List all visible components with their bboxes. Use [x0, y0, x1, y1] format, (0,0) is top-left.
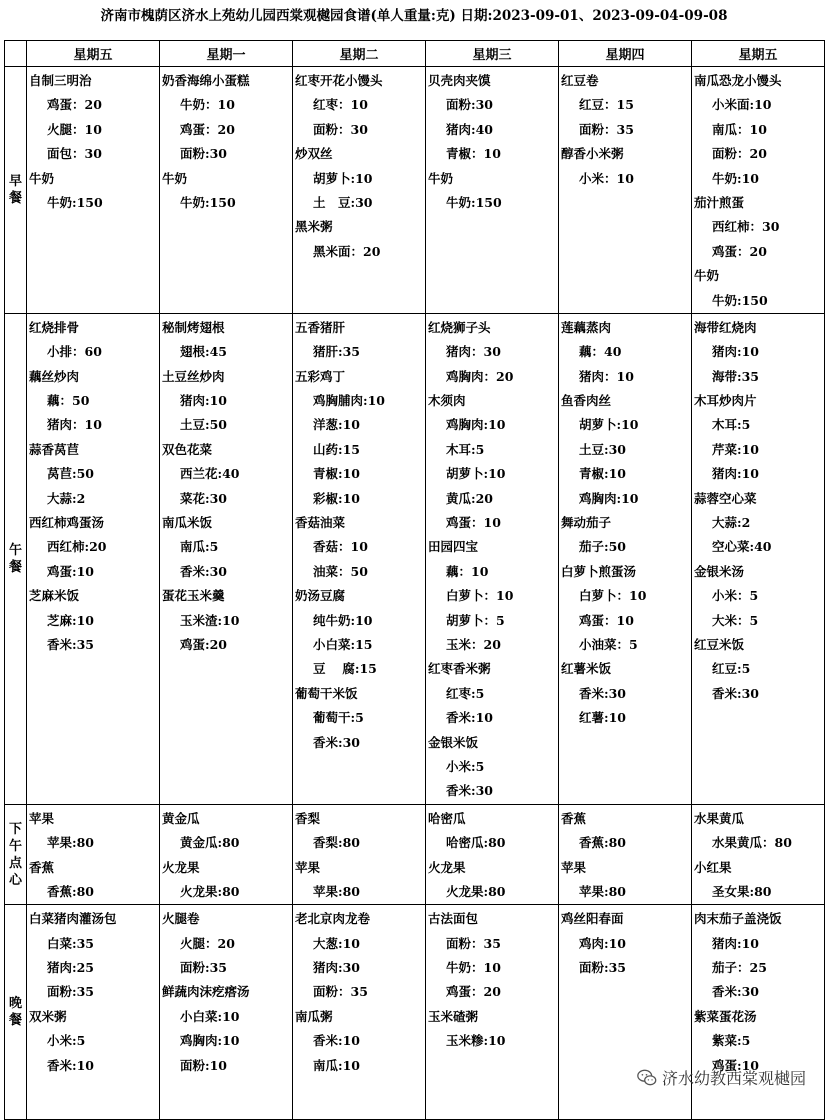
ingredient: 香米:30: [446, 783, 494, 799]
meal-label-char: 早: [8, 173, 22, 189]
ingredient: 鸡蛋：20: [712, 243, 767, 259]
dish-name: 蒜蓉空心菜: [694, 490, 757, 506]
ingredient: 小白菜:15: [313, 636, 373, 652]
menu-cell-content: [27, 67, 159, 215]
ingredient: 面包：30: [47, 146, 102, 162]
ingredient: 小油菜：5: [579, 636, 638, 652]
dish-name: 田园四宝: [428, 539, 479, 555]
dish-name: 五香猪肝: [295, 319, 346, 335]
dish-name: 黑米粥: [295, 219, 333, 235]
day-header: 星期二: [293, 41, 426, 67]
ingredient: 红薯:10: [579, 710, 627, 726]
ingredient: 大蒜:2: [712, 515, 751, 531]
ingredient: 鸡胸肉:10: [446, 417, 506, 433]
menu-table: [4, 40, 825, 1120]
ingredient: 猪肉:25: [47, 960, 95, 976]
ingredient: 山药:15: [313, 441, 361, 457]
ingredient: 土 豆:30: [313, 194, 373, 210]
ingredient: 香菇：10: [313, 539, 368, 555]
ingredient: 土豆:50: [180, 417, 228, 433]
meal-row-snack: [5, 804, 825, 905]
ingredient: 火腿：20: [180, 935, 235, 951]
ingredient: 火龙果:80: [446, 883, 506, 899]
ingredient: 香蕉:80: [579, 835, 627, 851]
ingredient: 翅根:45: [180, 344, 228, 360]
menu-cell-content: [293, 67, 425, 264]
ingredient: 南瓜:10: [313, 1057, 361, 1073]
ingredient: 藕：40: [579, 344, 622, 360]
dish-name: 舞动茄子: [561, 515, 612, 531]
ingredient: 鸡肉:10: [579, 935, 627, 951]
ingredient: 油菜：50: [313, 563, 368, 579]
ingredient: 鸡蛋:20: [180, 636, 228, 652]
meal-label-char: 餐: [8, 559, 22, 575]
meal-label-char: 午: [8, 542, 22, 558]
menu-cell-content: [426, 314, 558, 804]
ingredient: 香米:30: [712, 685, 760, 701]
dish-name: 鱼香肉丝: [561, 393, 612, 409]
menu-cell: [160, 313, 293, 804]
ingredient: 牛奶：10: [180, 97, 235, 113]
ingredient: 茄子:50: [579, 539, 627, 555]
dish-name: 红薯米饭: [561, 661, 612, 677]
ingredient: 哈密瓜:80: [446, 835, 506, 851]
dish-name: 白萝卜煎蛋汤: [561, 563, 637, 579]
ingredient: 小米:5: [446, 758, 485, 774]
menu-cell-content: [559, 805, 691, 905]
ingredient: 香米:10: [47, 1057, 95, 1073]
ingredient: 牛奶：10: [446, 960, 501, 976]
menu-cell-content: [426, 67, 558, 215]
ingredient: 黑米面：20: [313, 243, 381, 259]
ingredient: 圣女果:80: [712, 883, 772, 899]
dish-name: 红枣开花小馒头: [295, 73, 383, 88]
dish-name: 金银米饭: [428, 734, 479, 750]
ingredient: 面粉：30: [313, 121, 368, 137]
menu-cell: [293, 67, 426, 314]
dish-name: 葡萄干米饭: [295, 685, 358, 701]
ingredient: 鸡胸脯肉:10: [313, 393, 386, 409]
dish-name: 香蕉: [29, 859, 55, 875]
ingredient: 面粉:35: [180, 960, 228, 976]
corner-cell: [5, 41, 27, 67]
ingredient: 白萝卜：10: [446, 588, 514, 604]
meal-label: [5, 804, 27, 905]
ingredient: 芹菜:10: [712, 441, 760, 457]
ingredient: 红枣:5: [446, 685, 485, 701]
ingredient: 木耳:5: [712, 417, 751, 433]
dish-name: 火龙果: [162, 859, 200, 875]
ingredient: 牛奶:150: [446, 194, 502, 210]
ingredient: 鸡胸肉:10: [180, 1033, 240, 1049]
ingredient: 水果黄瓜：80: [712, 835, 792, 851]
ingredient: 胡萝卜:10: [313, 170, 373, 186]
dish-name: 木须肉: [428, 393, 466, 409]
ingredient: 香米:30: [579, 685, 627, 701]
menu-cell-content: [160, 905, 292, 1078]
ingredient: 面粉:35: [47, 984, 95, 1000]
menu-cell-content: [160, 314, 292, 657]
menu-cell: [426, 804, 559, 905]
menu-cell-content: [27, 905, 159, 1078]
watermark: [636, 1066, 806, 1089]
ingredient: 猪肉:10: [712, 935, 760, 951]
menu-cell: [160, 804, 293, 905]
ingredient: 小米：10: [579, 170, 634, 186]
menu-cell: [692, 67, 825, 314]
dish-name: 苹果: [561, 859, 587, 875]
meal-label-char: 下: [8, 821, 22, 837]
dish-name: 蒜香莴苣: [29, 441, 80, 457]
dish-name: 五彩鸡丁: [295, 368, 346, 384]
dish-name: 火龙果: [428, 859, 466, 875]
ingredient: 面粉:30: [446, 97, 494, 113]
day-header: 星期五: [692, 41, 825, 67]
menu-cell-content: [692, 67, 824, 313]
dish-name: 莲藕蒸肉: [561, 319, 612, 335]
ingredient: 藕：50: [47, 393, 90, 409]
meal-label: [5, 67, 27, 314]
dish-name: 金银米汤: [694, 563, 745, 579]
dish-name: 双色花菜: [162, 441, 213, 457]
ingredient: 火腿：10: [47, 121, 102, 137]
menu-cell: [293, 905, 426, 1120]
dish-name: 奶香海绵小蛋糕: [162, 73, 250, 88]
day-header: 星期三: [426, 41, 559, 67]
ingredient: 香米:10: [313, 1033, 361, 1049]
ingredient: 鸡胸肉：20: [446, 368, 514, 384]
ingredient: 西兰花:40: [180, 466, 240, 482]
ingredient: 青椒:10: [313, 466, 361, 482]
ingredient: 藕：10: [446, 563, 489, 579]
menu-cell: [559, 67, 692, 314]
ingredient: 茄子：25: [712, 960, 767, 976]
dish-name: 茄汁煎蛋: [694, 194, 745, 210]
dish-name: 红豆米饭: [694, 636, 745, 652]
ingredient: 葡萄干:5: [313, 710, 364, 726]
dish-name: 苹果: [29, 810, 55, 826]
dish-name: 香菇油菜: [295, 515, 346, 531]
menu-cell: [27, 67, 160, 314]
ingredient: 黄瓜:20: [446, 490, 494, 506]
meal-label-char: 点: [8, 855, 22, 871]
ingredient: 彩椒:10: [313, 490, 361, 506]
meal-label-char: 餐: [8, 190, 22, 206]
dish-name: 火腿卷: [162, 911, 200, 927]
dish-name: 奶汤豆腐: [295, 588, 346, 604]
ingredient: 鸡蛋：10: [446, 515, 501, 531]
dish-name: 鲜蔬肉沫疙瘩汤: [162, 984, 250, 1000]
dish-name: 醇香小米粥: [561, 146, 624, 162]
dish-name: 秘制烤翅根: [162, 319, 225, 335]
ingredient: 青椒：10: [446, 146, 501, 162]
ingredient: 玉米：20: [446, 636, 501, 652]
ingredient: 西红柿：30: [712, 219, 780, 235]
ingredient: 鸡蛋：20: [47, 97, 102, 113]
menu-cell: [559, 804, 692, 905]
ingredient: 牛奶:150: [712, 292, 768, 308]
dish-name: 自制三明治: [29, 73, 92, 88]
menu-cell: [160, 67, 293, 314]
dish-name: 黄金瓜: [162, 810, 200, 826]
dish-name: 红烧狮子头: [428, 319, 491, 335]
menu-cell: [27, 313, 160, 804]
dish-name: 鸡丝阳春面: [561, 911, 624, 927]
day-header: 星期一: [160, 41, 293, 67]
ingredient: 鸡蛋:10: [47, 563, 95, 579]
dish-name: 牛奶: [694, 268, 720, 284]
dish-name: 老北京肉龙卷: [295, 911, 371, 927]
ingredient: 猪肝:35: [313, 344, 361, 360]
dish-name: 南瓜恐龙小馒头: [694, 73, 782, 88]
menu-cell-content: [293, 314, 425, 755]
dish-name: 红豆卷: [561, 73, 599, 88]
dish-name: 小红果: [694, 859, 732, 875]
ingredient: 红豆：15: [579, 97, 634, 113]
ingredient: 香米:10: [446, 710, 494, 726]
dish-name: 紫菜蛋花汤: [694, 1008, 757, 1024]
ingredient: 大蒜:2: [47, 490, 86, 506]
watermark-text: 济水幼教西棠观樾园: [661, 1069, 806, 1088]
dish-name: 炒双丝: [295, 146, 333, 162]
menu-cell-content: [559, 905, 691, 980]
meal-label-char: 餐: [8, 1013, 22, 1029]
ingredient: 牛奶:150: [180, 194, 236, 210]
wechat-icon: [636, 1067, 658, 1089]
menu-cell: [692, 313, 825, 804]
ingredient: 木耳:5: [446, 441, 485, 457]
dish-name: 水果黄瓜: [694, 810, 745, 826]
ingredient: 空心菜:40: [712, 539, 772, 555]
ingredient: 白菜:35: [47, 935, 95, 951]
menu-cell: [426, 313, 559, 804]
ingredient: 面粉:35: [579, 960, 627, 976]
menu-cell: [27, 905, 160, 1120]
dish-name: 海带红烧肉: [694, 319, 757, 335]
dish-name: 蛋花玉米羹: [162, 588, 225, 604]
dish-name: 木耳炒肉片: [694, 393, 757, 409]
ingredient: 土豆:30: [579, 441, 627, 457]
dish-name: 牛奶: [428, 170, 454, 186]
ingredient: 红豆:5: [712, 661, 751, 677]
dish-name: 香蕉: [561, 810, 587, 826]
dish-name: 红烧排骨: [29, 319, 80, 335]
menu-cell-content: [160, 805, 292, 905]
meal-row-breakfast: [5, 67, 825, 314]
menu-cell: [293, 804, 426, 905]
ingredient: 小排：60: [47, 344, 102, 360]
ingredient: 香梨:80: [313, 835, 361, 851]
ingredient: 猪肉:10: [180, 393, 228, 409]
day-header: 星期五: [27, 41, 160, 67]
ingredient: 鸡蛋：10: [579, 612, 634, 628]
meal-label: [5, 905, 27, 1120]
dish-name: 土豆丝炒肉: [162, 368, 225, 384]
ingredient: 牛奶:10: [712, 170, 760, 186]
ingredient: 小白菜:10: [180, 1008, 240, 1024]
dish-name: 哈密瓜: [428, 810, 466, 826]
meal-label-char: 午: [8, 838, 22, 854]
menu-cell-content: [293, 805, 425, 905]
ingredient: 芝麻:10: [47, 612, 95, 628]
ingredient: 莴苣:50: [47, 466, 95, 482]
menu-cell-content: [692, 805, 824, 905]
ingredient: 面粉:10: [180, 1057, 228, 1073]
dish-name: 南瓜粥: [295, 1008, 333, 1024]
ingredient: 面粉：20: [712, 146, 767, 162]
menu-cell-content: [426, 805, 558, 905]
dish-name: 玉米碴粥: [428, 1008, 479, 1024]
ingredient: 香米:30: [180, 563, 228, 579]
ingredient: 小米：5: [712, 588, 759, 604]
ingredient: 南瓜:5: [180, 539, 219, 555]
meal-label: [5, 313, 27, 804]
dish-name: 贝壳肉夹馍: [428, 73, 491, 88]
menu-cell: [559, 313, 692, 804]
menu-cell-content: [27, 314, 159, 657]
ingredient: 鸡蛋：20: [446, 984, 501, 1000]
ingredient: 洋葱:10: [313, 417, 361, 433]
ingredient: 牛奶:150: [47, 194, 103, 210]
ingredient: 苹果:80: [47, 835, 95, 851]
menu-cell: [692, 804, 825, 905]
ingredient: 香米:35: [47, 636, 95, 652]
ingredient: 胡萝卜:10: [579, 417, 639, 433]
dish-name: 藕丝炒肉: [29, 368, 80, 384]
ingredient: 猪肉:10: [712, 344, 760, 360]
ingredient: 猪肉:40: [446, 121, 494, 137]
page-title: 济南市槐荫区济水上苑幼儿园西棠观樾园食谱(单人重量:克) 日期:2023-09-01、2023-09-04-09-08: [100, 8, 728, 24]
ingredient: 猪肉：10: [47, 417, 102, 433]
dish-name: 牛奶: [29, 170, 55, 186]
dish-name: 牛奶: [162, 170, 188, 186]
ingredient: 面粉:30: [180, 146, 228, 162]
dish-name: 苹果: [295, 859, 321, 875]
dish-name: 白菜猪肉灌汤包: [29, 911, 117, 927]
dish-name: 肉末茄子盖浇饭: [694, 911, 782, 927]
ingredient: 鸡胸肉:10: [579, 490, 639, 506]
ingredient: 猪肉：30: [446, 344, 501, 360]
menu-cell-content: [559, 314, 691, 731]
ingredient: 面粉：35: [313, 984, 368, 1000]
ingredient: 菜花:30: [180, 490, 228, 506]
menu-cell: [426, 67, 559, 314]
dish-name: 香梨: [295, 810, 321, 826]
header-row: [5, 41, 825, 67]
ingredient: 玉米渣:10: [180, 612, 240, 628]
ingredient: 红枣：10: [313, 97, 368, 113]
menu-cell-content: [293, 905, 425, 1078]
ingredient: 小米面:10: [712, 97, 772, 113]
ingredient: 玉米糁:10: [446, 1033, 506, 1049]
ingredient: 胡萝卜:10: [446, 466, 506, 482]
dish-name: 红枣香米粥: [428, 661, 491, 677]
menu-cell-content: [426, 905, 558, 1053]
ingredient: 面粉：35: [579, 121, 634, 137]
ingredient: 胡萝卜：5: [446, 612, 505, 628]
ingredient: 白萝卜：10: [579, 588, 647, 604]
dish-name: 双米粥: [29, 1008, 67, 1024]
dish-name: 西红柿鸡蛋汤: [29, 515, 105, 531]
meal-label-char: 心: [8, 872, 22, 888]
ingredient: 青椒:10: [579, 466, 627, 482]
menu-cell-content: [160, 67, 292, 215]
ingredient: 纯牛奶:10: [313, 612, 373, 628]
day-header: 星期四: [559, 41, 692, 67]
ingredient: 面粉：35: [446, 935, 501, 951]
menu-cell: [293, 313, 426, 804]
ingredient: 鸡蛋:10: [712, 1057, 760, 1073]
ingredient: 火龙果:80: [180, 883, 240, 899]
ingredient: 紫菜:5: [712, 1033, 751, 1049]
ingredient: 猪肉:10: [712, 466, 760, 482]
dish-name: 芝麻米饭: [29, 588, 80, 604]
ingredient: 苹果:80: [313, 883, 361, 899]
dish-name: 古法面包: [428, 911, 479, 927]
ingredient: 豆 腐:15: [313, 661, 377, 677]
ingredient: 大葱:10: [313, 935, 361, 951]
meal-label-char: 晚: [8, 996, 22, 1012]
ingredient: 南瓜：10: [712, 121, 767, 137]
ingredient: 海带:35: [712, 368, 760, 384]
ingredient: 大米：5: [712, 612, 759, 628]
ingredient: 鸡蛋：20: [180, 121, 235, 137]
ingredient: 猪肉：10: [579, 368, 634, 384]
meal-row-lunch: [5, 313, 825, 804]
ingredient: 香蕉:80: [47, 883, 95, 899]
menu-cell-content: [692, 905, 824, 1078]
menu-cell-content: [692, 314, 824, 706]
menu-cell: [160, 905, 293, 1120]
menu-cell-content: [27, 805, 159, 905]
ingredient: 黄金瓜:80: [180, 835, 240, 851]
menu-cell-content: [559, 67, 691, 191]
ingredient: 猪肉:30: [313, 960, 361, 976]
menu-cell: [27, 804, 160, 905]
ingredient: 西红柿:20: [47, 539, 107, 555]
dish-name: 南瓜米饭: [162, 515, 213, 531]
ingredient: 香米:30: [313, 734, 361, 750]
ingredient: 苹果:80: [579, 883, 627, 899]
ingredient: 香米:30: [712, 984, 760, 1000]
ingredient: 小米:5: [47, 1033, 86, 1049]
menu-cell: [426, 905, 559, 1120]
